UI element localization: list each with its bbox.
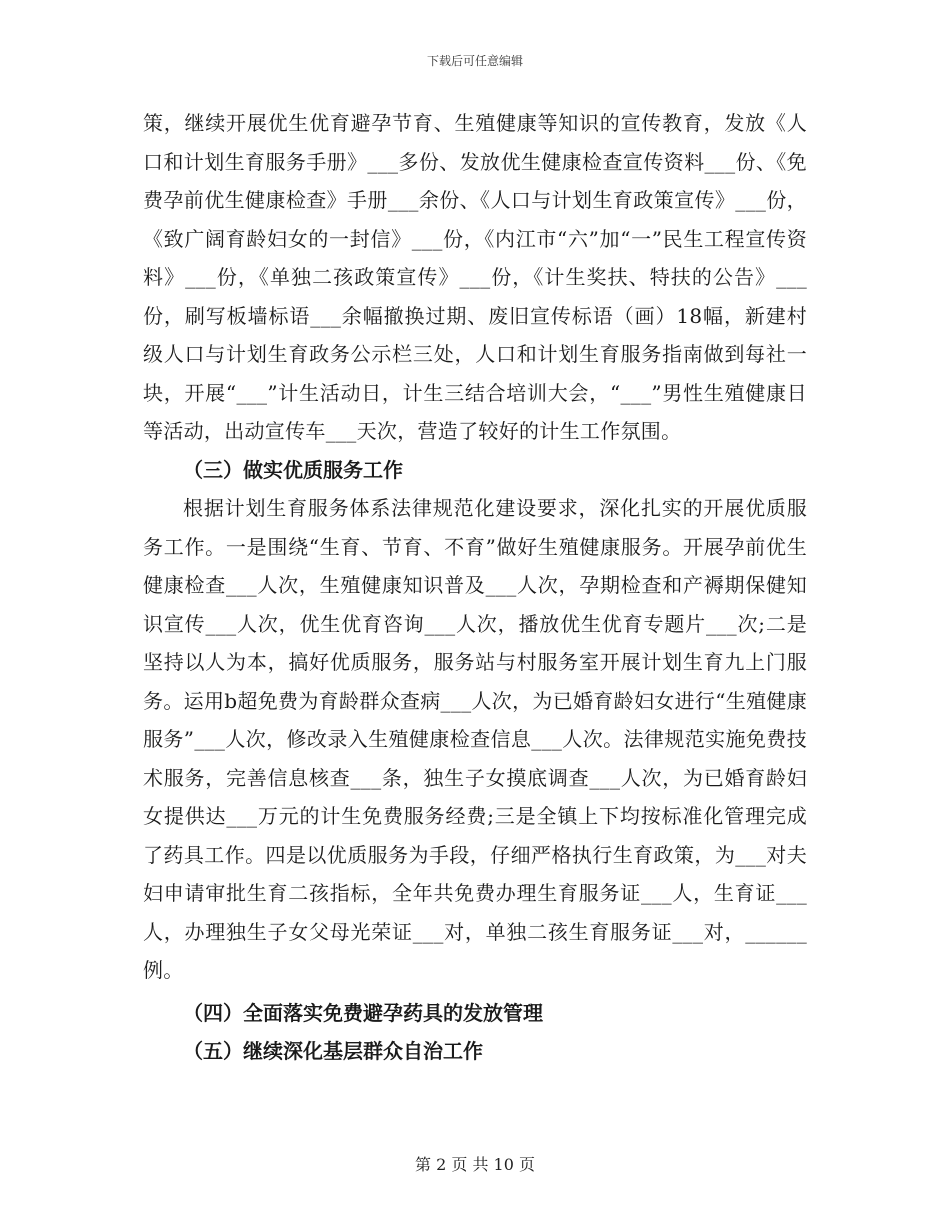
section-heading-5: （五）继续深化基层群众自治工作 xyxy=(183,1039,483,1063)
paragraph-quality-service: 根据计划生育服务体系法律规范化建设要求，深化扎实的开展优质服务工作。一是围绕“生育、节育、不育”做好生殖健康服务。开展孕前优生健康检查___人次，生殖健康知识普及___人次，孕期检查和产褥期保健知识宣传___人次，优生优育咨询___人次，播放优生优育专题片___次;二是坚持以人为本，搞好优质服务，服务站与村服务室开展计划生育九上门服务。运用b超免费为育龄群众查病___人次，为已婚育龄妇女进行“生殖健康服务”___人次，修改录入生殖健康检查信息___人次。法律规范实施免费技术服务，完善信息核查___条，独生子女摸底调查___人次，为已婚育龄妇女提供达___万元的计生免费服务经费;三是全镇上下均按标准化管理完成了药具工作。四是以优质服务为手段，仔细严格执行生育政策，为___对夫妇申请审批生育二孩指标，全年共免费办理生育服务证___人，生育证___人，办理独生子女父母光荣证___对，单独二孩生育服务证___对，______例。 xyxy=(143,496,807,982)
page-number: 第 2 页 共 10 页 xyxy=(415,1155,535,1174)
section-heading-4: （四）全面落实免费避孕药具的发放管理 xyxy=(183,1000,543,1025)
document-body xyxy=(143,104,807,1071)
page-header-note: 下载后可任意编辑 xyxy=(426,54,523,68)
paragraph-propaganda: 策，继续开展优生优育避孕节育、生殖健康等知识的宣传教育，发放《人口和计划生育服务手册》___多份、发放优生健康检查宣传资料___份、《免费孕前优生健康检查》手册___余份、《人口与计划生育政策宣传》___份，《致广阔育龄妇女的一封信》___份，《内江市“六”加“一”民生工程宣传资料》___份，《单独二孩政策宣传》___份，《计生奖扶、特扶的公告》___份，刷写板墙标语___余幅撤换过期、废旧宣传标语（画）18幅，新建村级人口与计划生育政务公示栏三处，人口和计划生育服务指南做到每社一块，开展“___”计生活动日，计生三结合培训大会，“___”男性生殖健康日等活动，出动宣传车___天次，营造了较好的计生工作氛围。 xyxy=(143,111,807,443)
section-heading-3: （三）做实优质服务工作 xyxy=(183,457,403,482)
